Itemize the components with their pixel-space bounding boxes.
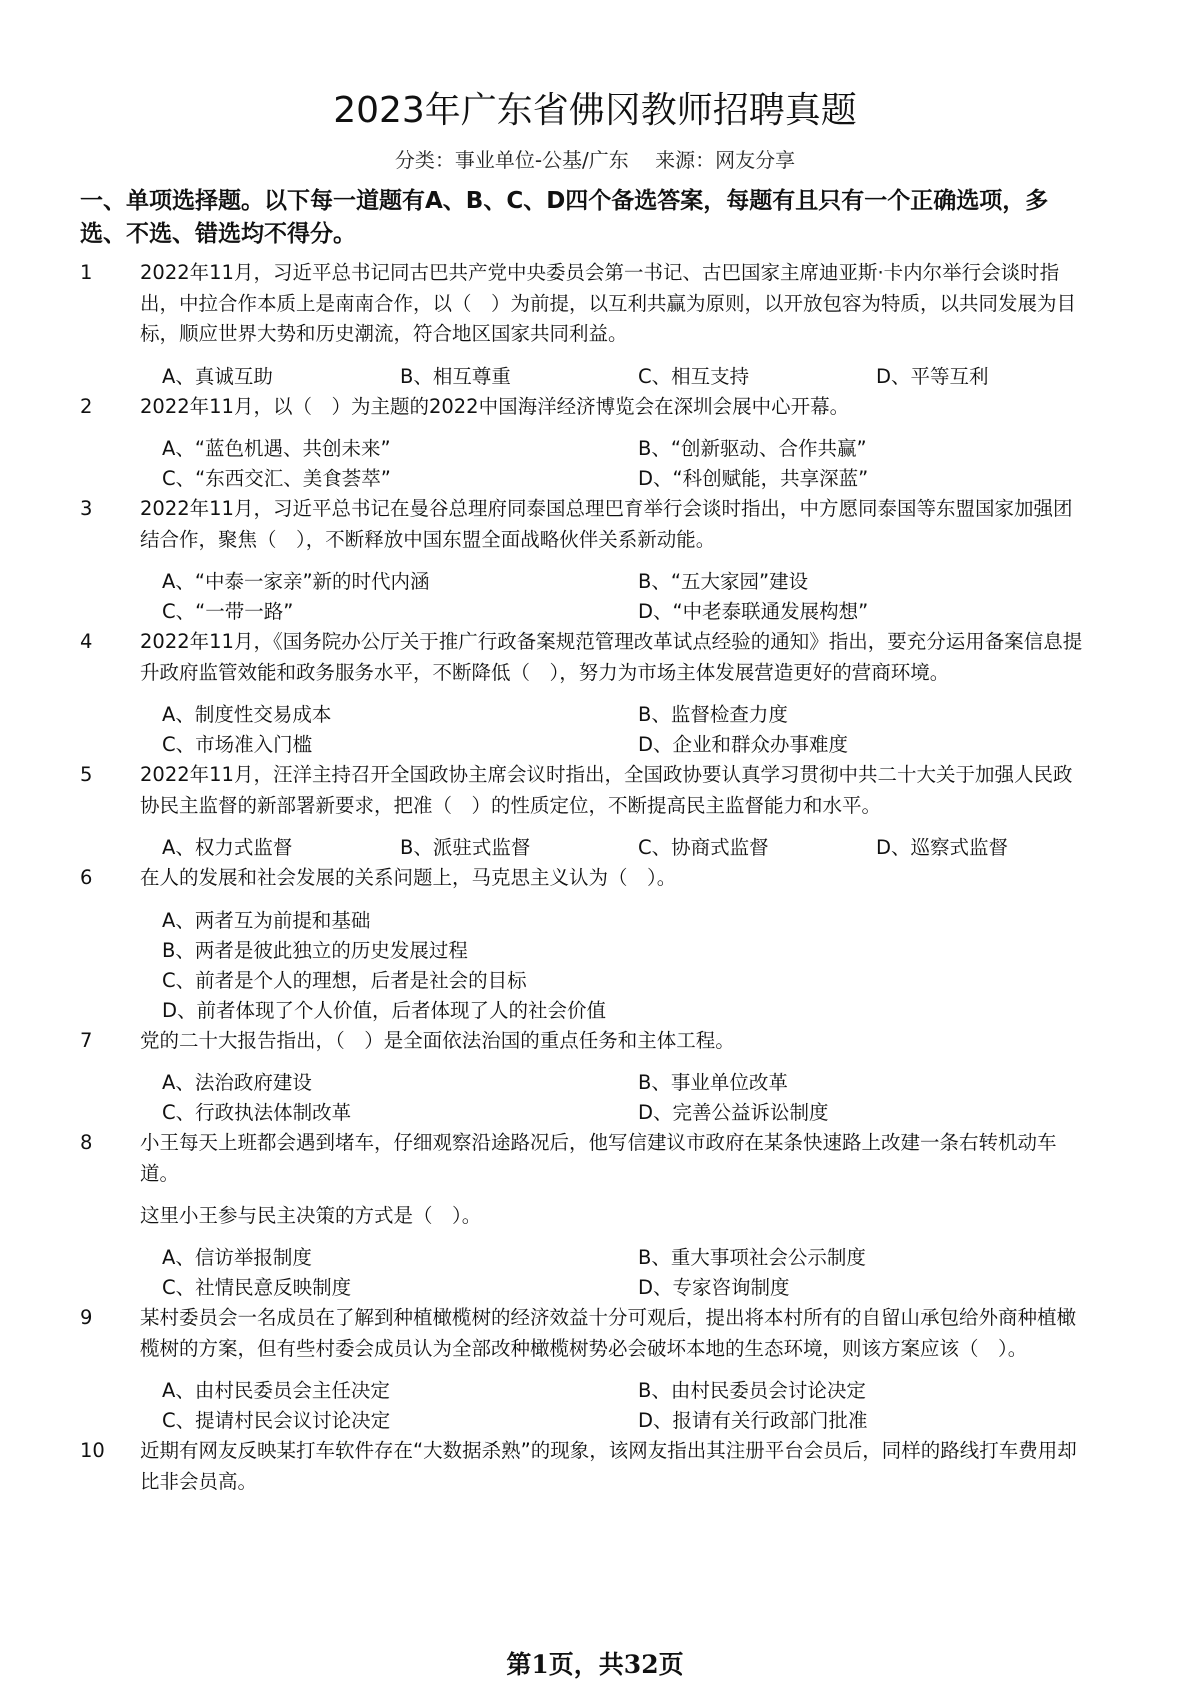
question-text: 2022年11月，汪洋主持召开全国政协主席会议时指出，全国政协要认真学习贯彻中共二十大关于加强人民政协民主监督的新部署新要求，把准（ ）的性质定位，不断提高民主监督能力和水平。: [140, 763, 1073, 817]
option-d: D、企业和群众办事难度: [638, 733, 849, 756]
question-text: 在人的发展和社会发展的关系问题上，马克思主义认为（ ）。: [140, 866, 677, 889]
question-options: [162, 362, 1090, 392]
option-d: D、专家咨询制度: [638, 1276, 790, 1299]
option-d: D、“科创赋能，共享深蓝”: [638, 467, 869, 490]
question-options: [162, 700, 1090, 760]
question-text: 某村委员会一名成员在了解到种植橄榄树的经济效益十分可观后，提出将本村所有的自留山承包给外商种植橄榄树的方案，但有些村委会成员认为全部改种橄榄树势必会破坏本地的生态环境，则该方案应该（ ）。: [140, 1306, 1077, 1360]
question-number: 6: [80, 866, 93, 889]
question-text: 2022年11月，习近平总书记同古巴共产党中央委员会第一书记、古巴国家主席迪亚斯·卡内尔举行会谈时指出，中拉合作本质上是南南合作，以（ ）为前提，以互利共赢为原则，以开放包容为特质，以共同发展为目标，顺应世界大势和历史潮流，符合地区国家共同利益。: [140, 261, 1077, 345]
option-b: B、两者是彼此独立的历史发展过程: [162, 938, 468, 962]
source-label: 来源：网友分享: [655, 148, 796, 172]
option-b: B、重大事项社会公示制度: [638, 1246, 866, 1269]
question-note: 这里小王参与民主决策的方式是（ ）。: [140, 1204, 482, 1227]
question-text: 2022年11月，习近平总书记在曼谷总理府同泰国总理巴育举行会谈时指出，中方愿同泰国等东盟国家加强团结合作，聚焦（ ），不断释放中国东盟全面战略伙伴关系新动能。: [140, 497, 1073, 551]
question-8: [80, 1128, 1090, 1303]
category-label: 分类：事业单位-公基/广东: [394, 148, 629, 172]
question-7: [80, 1026, 1090, 1129]
option-b: B、由村民委员会讨论决定: [638, 1379, 866, 1402]
option-a: A、信访举报制度: [162, 1246, 312, 1269]
option-a: A、真诚互助: [162, 364, 273, 388]
question-4: [80, 627, 1090, 760]
document-meta: [0, 146, 1190, 174]
option-a: A、“蓝色机遇、共创未来”: [162, 437, 391, 460]
question-options: [162, 833, 1090, 863]
question-options: [162, 1068, 1090, 1128]
question-number: 1: [80, 261, 93, 284]
option-d: D、平等互利: [876, 364, 989, 388]
option-a: A、“中泰一家亲”新的时代内涵: [162, 570, 430, 593]
option-d: D、“中老泰联通发展构想”: [638, 600, 869, 623]
option-b: B、事业单位改革: [638, 1071, 788, 1094]
option-a: A、制度性交易成本: [162, 703, 332, 726]
option-c: C、协商式监督: [638, 836, 769, 859]
question-text: 小王每天上班都会遇到堵车，仔细观察沿途路况后，他写信建议市政府在某条快速路上改建一条右转机动车道。: [140, 1131, 1057, 1185]
question-number: 3: [80, 497, 93, 520]
question-options: [162, 567, 1090, 627]
option-b: B、“五大家园”建设: [638, 570, 809, 593]
question-10: [80, 1436, 1090, 1497]
option-d: D、报请有关行政部门批准: [638, 1409, 868, 1432]
question-1: [80, 258, 1090, 392]
option-a: A、权力式监督: [162, 836, 293, 859]
question-number: 5: [80, 763, 93, 786]
question-number: 7: [80, 1028, 93, 1052]
question-5: [80, 760, 1090, 863]
option-a: A、两者互为前提和基础: [162, 908, 371, 932]
question-3: [80, 494, 1090, 627]
question-number: 8: [80, 1131, 93, 1154]
question-text: 党的二十大报告指出，（ ）是全面依法治国的重点任务和主体工程。: [140, 1028, 735, 1052]
option-c: C、行政执法体制改革: [162, 1101, 352, 1124]
question-options: [162, 1243, 1090, 1303]
question-number: 9: [80, 1306, 93, 1329]
option-b: B、监督检查力度: [638, 703, 788, 726]
option-c: C、“一带一路”: [162, 600, 294, 623]
option-a: A、由村民委员会主任决定: [162, 1379, 390, 1402]
question-2: [80, 392, 1090, 495]
option-c: C、市场准入门槛: [162, 733, 313, 756]
question-text: 2022年11月，《国务院办公厅关于推广行政备案规范管理改革试点经验的通知》指出，要充分运用备案信息提升政府监管效能和政务服务水平，不断降低（ ），努力为市场主体发展营造更好的营商环境。: [140, 630, 1083, 684]
question-text: 2022年11月，以（ ）为主题的2022中国海洋经济博览会在深圳会展中心开幕。: [140, 394, 850, 418]
question-list: [80, 258, 1090, 1497]
page-title: 2023年广东省佛冈教师招聘真题: [333, 90, 857, 131]
option-c: C、提请村民会议讨论决定: [162, 1409, 391, 1432]
question-options: [162, 434, 1090, 494]
option-b: B、“创新驱动、合作共赢”: [638, 437, 867, 460]
section-heading: 一、单项选择题。以下每一道题有A、B、C、D四个备选答案，每题有且只有一个正确选项，多选、不选、错选均不得分。: [80, 188, 1049, 247]
question-9: [80, 1303, 1090, 1436]
question-number: 2: [80, 394, 93, 418]
question-text: 近期有网友反映某打车软件存在“大数据杀熟”的现象，该网友指出其注册平台会员后，同样的路线打车费用却比非会员高。: [140, 1439, 1077, 1493]
option-d: D、完善公益诉讼制度: [638, 1101, 829, 1124]
option-d: D、前者体现了个人价值，后者体现了人的社会价值: [162, 998, 607, 1022]
option-b: B、派驻式监督: [400, 836, 531, 859]
option-a: A、法治政府建设: [162, 1071, 312, 1094]
option-c: C、相互支持: [638, 364, 750, 388]
question-number: 10: [80, 1439, 105, 1462]
question-options: [162, 1376, 1090, 1436]
option-d: D、巡察式监督: [876, 836, 1009, 859]
option-c: C、前者是个人的理想，后者是社会的目标: [162, 968, 527, 992]
question-number: 4: [80, 630, 93, 653]
question-6: [80, 863, 1090, 1026]
page-footer: 第1页，共32页: [506, 1650, 684, 1679]
option-c: C、社情民意反映制度: [162, 1276, 352, 1299]
option-b: B、相互尊重: [400, 364, 511, 388]
option-c: C、“东西交汇、美食荟萃”: [162, 467, 391, 490]
question-options: [162, 906, 1090, 1026]
